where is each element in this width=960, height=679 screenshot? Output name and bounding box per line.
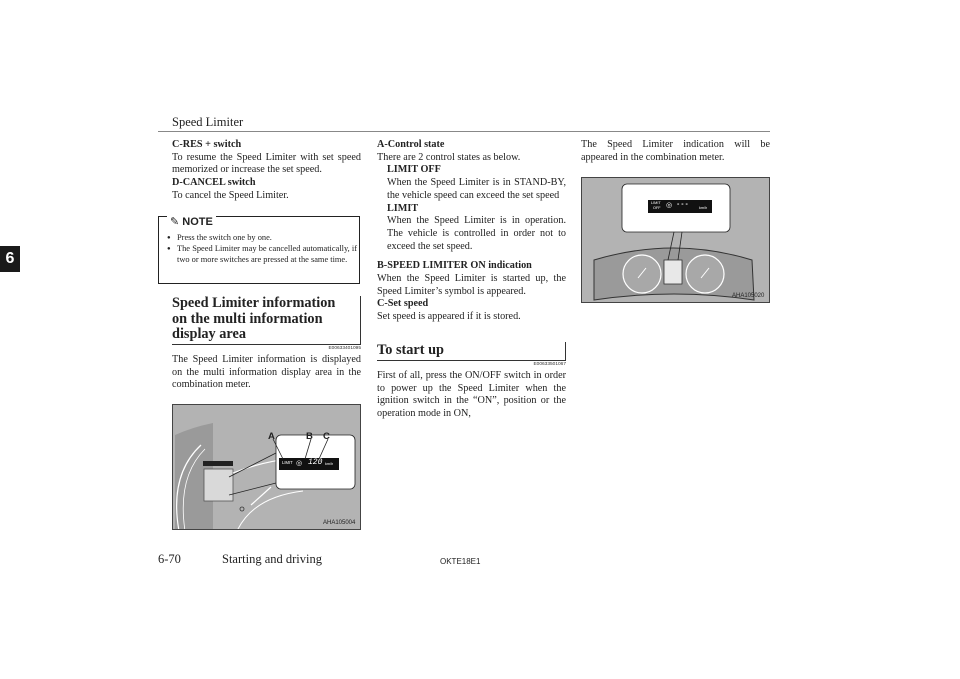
speed-limiter-symbol-icon: ◎ (666, 201, 673, 209)
display-limit-label: LIMIT (282, 460, 293, 465)
section-code: E00633401095 (328, 346, 361, 351)
spacer (377, 253, 566, 260)
figure-code: AHA105004 (323, 520, 356, 526)
heading-rule (172, 344, 361, 345)
control-state-intro: There are 2 control states as below. (377, 151, 521, 163)
figure-cluster-illustration (173, 405, 361, 530)
running-header: Speed Limiter (172, 115, 244, 129)
dcancel-text: To cancel the Speed Limiter. (172, 189, 289, 201)
note-header (167, 216, 216, 229)
note-box (158, 216, 360, 284)
limit-off-title: LIMIT OFF (387, 164, 441, 176)
note-pencil-icon: ✎ (170, 216, 180, 228)
limit-text: When the Speed Limiter is in operation. The vehicle is controlled in order not to exceed the set speed. (387, 215, 566, 252)
display-off-label: OFF (653, 206, 661, 210)
display-unit: km/h (325, 462, 334, 466)
figure-multi-info-display (172, 404, 361, 530)
section-heading-speed-limiter-info: Speed Limiter information on the multi information display area (172, 295, 336, 342)
column-1-intro (172, 139, 361, 203)
control-state-title: A-Control state (377, 139, 445, 150)
display-limit-label: LIMIT (651, 201, 661, 205)
limit-off-text: When the Speed Limiter is in STAND-BY, the vehicle speed can exceed the set speed (387, 177, 566, 201)
note-label: NOTE (182, 216, 213, 228)
column-2-control-state (377, 139, 566, 324)
cres-title: C-RES + switch (172, 139, 242, 150)
figure-meter-illustration (582, 178, 770, 303)
note-body (167, 233, 357, 266)
heading-rule (377, 360, 566, 361)
display-dashes: - - - (677, 201, 688, 208)
display-set-speed: 120 (308, 458, 323, 467)
speed-limiter-on-title: B-SPEED LIMITER ON indication (377, 260, 532, 272)
indication-text: The Speed Limiter indication will be appeared in the combination meter. (581, 139, 770, 163)
limit-title: LIMIT (387, 202, 419, 214)
heading-side-rule (360, 296, 361, 344)
note-item: ● The Speed Limiter may be cancelled automatically, if two or more switches are pressed at the same time. (167, 244, 357, 265)
section-text: The Speed Limiter information is displayed on the multi information display area in the combination meter. (172, 354, 361, 391)
dcancel-title: D-CANCEL switch (172, 177, 256, 189)
set-speed-text: Set speed is appeared if it is stored. (377, 311, 521, 323)
section-code: E00633501067 (533, 362, 566, 367)
speed-limiter-on-text: When the Speed Limiter is started up, the Speed Limiter’s symbol is appeared. (377, 273, 566, 297)
note-item: ● Press the switch one by one. (167, 233, 357, 243)
display-unit: km/h (699, 206, 708, 210)
page-number: 6-70 (158, 552, 181, 566)
heading-side-rule (565, 342, 566, 360)
chapter-title: Starting and driving (222, 552, 322, 566)
document-code: OKTE18E1 (440, 557, 481, 566)
figure-code: AHA105020 (732, 293, 765, 299)
figure-combination-meter (581, 177, 770, 303)
set-speed-title: C-Set speed (377, 298, 429, 310)
section-heading-to-start-up: To start up (377, 342, 445, 358)
speed-limiter-symbol-icon: ◎ (296, 459, 303, 467)
callout-c: C (323, 431, 330, 442)
callout-b: B (306, 431, 313, 442)
header-rule (158, 131, 770, 132)
cres-text: To resume the Speed Limiter with set speed memorized or increase the set speed. (172, 151, 361, 176)
startup-text: First of all, press the ON/OFF switch in order to power up the Speed Limiter when the ignition switch in the “ON”, position or the operation mode in ON, (377, 370, 566, 420)
callout-a: A (268, 431, 275, 442)
section-tab: 6 (0, 246, 20, 272)
